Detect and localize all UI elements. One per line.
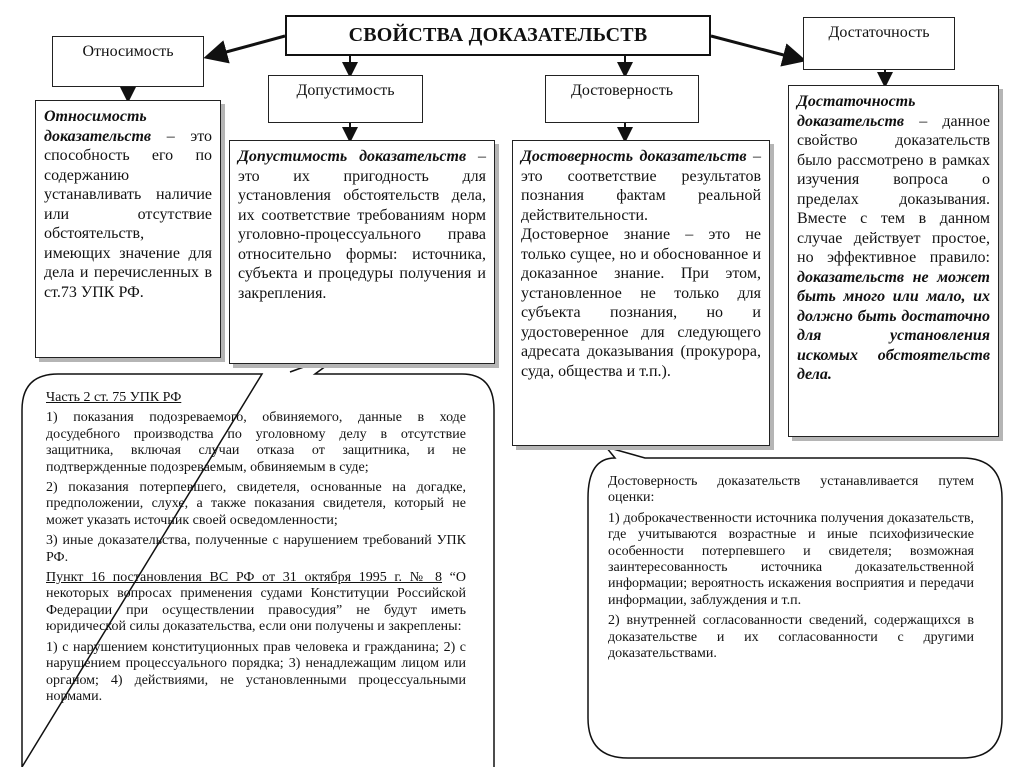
right-callout-text xyxy=(608,474,974,666)
relevance-text: – это способность его по содержанию устанавливать наличие или отсутствие обстоятельств, имеющих значение для дела и перечисленных в ст.73 УПК РФ. xyxy=(44,127,212,301)
reliability-definition xyxy=(512,140,770,446)
left-callout-text xyxy=(46,390,466,709)
sufficiency-term: Достаточность доказательств xyxy=(797,93,916,130)
right-callout-item-1: 1) доброкачественности источника получения доказательств, где учитываются возрастные и иные психофизические особенности потерпевшего и свидетеля; возможная заинтересованность источника доказательственной информации; вероятность искажения восприятия и передачи информации, заблуждения и т.п. xyxy=(608,510,974,608)
reliability-text-2: Достоверное знание – это не только сущее, но и обоснованное и доказанное знание. При этом, установленное не только для субъекта познания, но и удостоверенное для следующего адресата доказывания (прокурора, суда, общества и т.п.). xyxy=(521,226,761,380)
right-callout-intro: Достоверность доказательств устанавливается путем оценки: xyxy=(608,474,974,506)
admissibility-text: – это их пригодность для установления обстоятельств дела, их соответствие требованиям норм уголовно-процессуального права относительно формы: источника, субъекта и процедуры получения и закрепления. xyxy=(238,148,486,302)
left-callout-heading: Часть 2 ст. 75 УПК РФ xyxy=(46,390,182,405)
admissibility-header: Допустимость xyxy=(268,75,423,123)
left-callout-item-1: 1) показания подозреваемого, обвиняемого, данные в ходе досудебного производства по уголовному делу в отсутствие защитника, включая случаи отказа от защитника, и не подтвержденные подозреваемым, обвиняемым в суде; xyxy=(46,410,466,475)
sufficiency-rule: доказательств не может быть много или мало, их должно быть достаточно для установления искомых обстоятельств дела. xyxy=(797,268,990,383)
sufficiency-header: Достаточность xyxy=(803,17,955,70)
sufficiency-definition xyxy=(788,85,999,437)
page-title: СВОЙСТВА ДОКАЗАТЕЛЬСТВ xyxy=(285,15,711,56)
sufficiency-text: – данное свойство доказательств было рассмотрено в рамках изучения вопроса о пределах доказывания. Вместе с тем в данном случае действует простое, но эффективное правило: xyxy=(797,112,990,266)
admissibility-term: Допустимость доказательств xyxy=(238,148,467,165)
left-callout-item-2: 2) показания потерпевшего, свидетеля, основанные на догадке, предположении, слухе, а также показания свидетеля, который не может указать источник своей осведомленности; xyxy=(46,480,466,528)
arrow-to-relevance xyxy=(215,36,285,55)
relevance-term: Относимость доказательств xyxy=(44,108,152,145)
resolution-reference: Пункт 16 постановления ВС РФ от 31 октября 1995 г. № 8 xyxy=(46,570,442,586)
relevance-header: Относимость xyxy=(52,36,204,87)
resolution-text: “О некоторых вопросах применения судами Конституции Российской Федерации при осуществлении правосудия” не будут иметь юридической силы доказательства, если они получены и закреплены: xyxy=(46,570,466,635)
admissibility-definition xyxy=(229,140,495,364)
left-callout-item-3: 3) иные доказательства, полученные с нарушением требований УПК РФ. xyxy=(46,533,466,565)
reliability-header: Достоверность xyxy=(545,75,699,123)
reliability-term: Достоверность доказательств xyxy=(521,148,747,165)
reliability-text: – это соответствие результатов познания фактам реальной действительности. xyxy=(521,148,762,224)
left-callout-closing: 1) с нарушением конституционных прав человека и гражданина; 2) с нарушением процессуального порядка; 3) ненадлежащим лицом или органом; 4) действиями, не установленными процессуальными нормами. xyxy=(46,639,466,704)
right-callout-item-2: 2) внутренней согласованности сведений, содержащихся в доказательстве и их согласованности с другими доказательствами. xyxy=(608,613,974,662)
arrow-to-sufficiency xyxy=(711,36,795,58)
relevance-definition xyxy=(35,100,221,358)
